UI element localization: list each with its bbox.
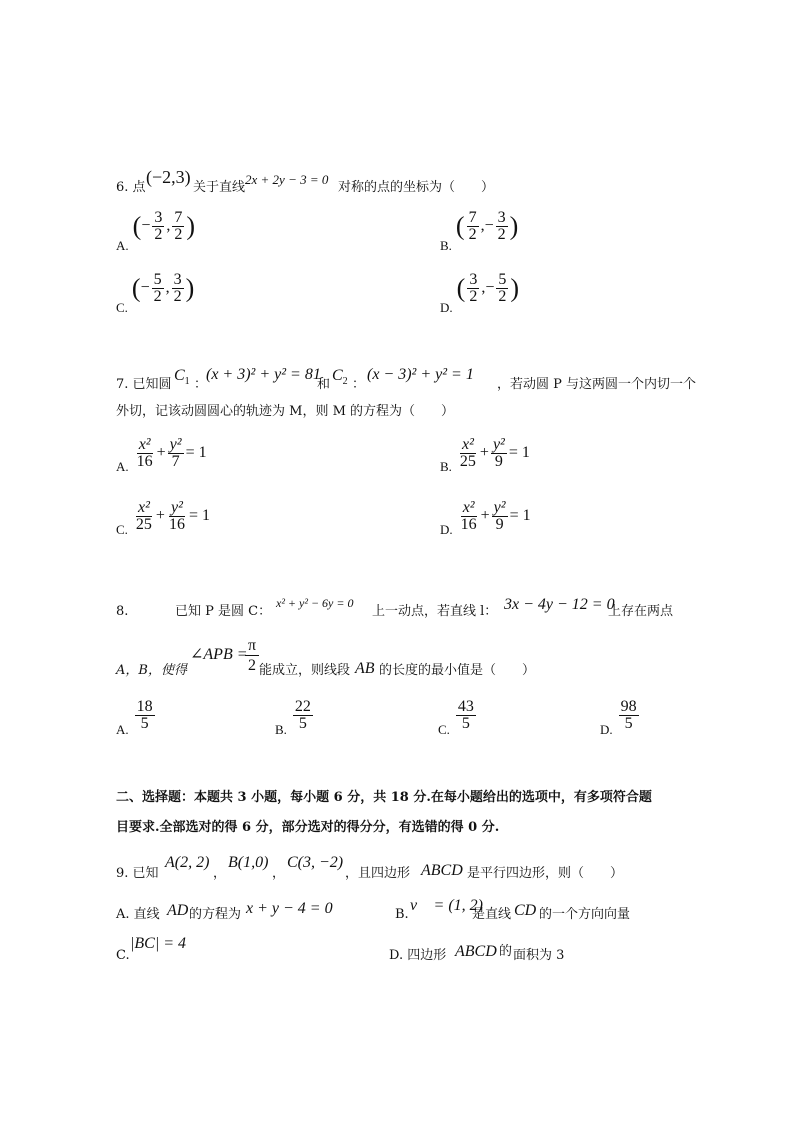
q7-c1: $C_1$	[174, 367, 190, 388]
paren-right: )	[186, 211, 196, 241]
q8-text5: 能成立，则线段	[259, 663, 351, 678]
frac-den: 9	[495, 516, 504, 533]
q7-c2: $C_2$	[332, 367, 348, 388]
paren-left: (	[132, 211, 142, 241]
q7-option-d-label: D.	[440, 522, 453, 538]
q9-option-a-ad: AD	[167, 902, 189, 919]
paren-right: )	[185, 273, 195, 303]
q7-text2: 外切，记该动圆圆心的轨迹为 M，则 M 的方程为（ ）	[116, 404, 455, 419]
q8-option-d-label: D.	[600, 722, 613, 738]
q8-option-b-label: B.	[275, 722, 287, 738]
q8-option-c[interactable]	[438, 698, 478, 738]
q9-option-b-label: B.	[395, 907, 409, 922]
frac-num: x²	[137, 499, 150, 516]
q8-option-b[interactable]	[275, 698, 315, 738]
q8-line-eq: 3x − 4y − 12 = 0	[504, 596, 615, 613]
q8-circle-eq: x² + y² − 6y = 0	[276, 596, 354, 610]
frac-num: 3	[469, 271, 478, 288]
q8-pi: π	[245, 637, 259, 656]
q7-option-b[interactable]: $_{B.}$ $\frac{\text{x²}}{25}$ + $\frac{\text{y²}}{9}$ = 1	[440, 436, 530, 475]
frac-num: 5	[153, 271, 162, 288]
q6-line-eq: 2x + 2y − 3 = 0	[245, 172, 329, 187]
q7-colon2: ：	[352, 377, 366, 392]
q8-option-a-label: A.	[116, 722, 129, 738]
q9-option-d-text1: 的	[499, 944, 513, 959]
q8-ab: AB	[355, 660, 375, 677]
q8-text3: 上存在两点	[608, 604, 674, 619]
frac-num: 3	[173, 271, 182, 288]
q9-option-b-vector: v⃗ = (1, 2)	[410, 897, 483, 914]
frac-num: 22	[294, 698, 311, 715]
paren-left: (	[455, 211, 465, 241]
q9-option-c-eq: |BC| = 4	[130, 935, 187, 952]
frac-den: 16	[168, 516, 185, 533]
frac-den: 16	[136, 453, 153, 470]
frac-den: 7	[171, 453, 180, 470]
paren-right: )	[509, 211, 519, 241]
frac-num: x²	[461, 436, 474, 453]
frac-den: 5	[140, 715, 149, 732]
q7-option-b-label: B.	[440, 459, 452, 475]
frac-den: 9	[494, 453, 503, 470]
section2-heading-line2: 目要求.全部选对的得 6 分，部分选对的得分分，有选错的得 0 分.	[116, 820, 500, 835]
q6-text1: 关于直线	[193, 180, 246, 195]
q9-option-b-text2: 的一个方向向量	[539, 907, 631, 922]
q8-text6: 的长度的最小值是（ ）	[379, 663, 536, 678]
frac-num: x²	[138, 436, 151, 453]
q7-option-c[interactable]: $_{C.}$ $\frac{\text{x²}}{25}$ + $\frac{\text{y²}}{16}$ = 1	[116, 499, 210, 538]
frac-den: 5	[624, 715, 633, 732]
frac-den: 5	[461, 715, 470, 732]
rhs: = 1	[185, 444, 207, 462]
q9-option-a-text: 的方程为	[189, 907, 242, 922]
q8-text4: A，B，使得	[116, 663, 187, 678]
frac-num: y²	[493, 499, 506, 516]
q9-option-b-text1: 是直线	[472, 907, 512, 922]
q6-option-c[interactable]: $_{C.}$ (− $\frac{5}{2}$ , $\frac{3}{2}$ )	[116, 271, 195, 316]
rhs: = 1	[188, 507, 210, 525]
paren-right: )	[510, 273, 520, 303]
q9-point-b: B(1,0)	[228, 854, 269, 871]
frac-num: y²	[169, 436, 182, 453]
q8-angle: ∠APB =	[190, 646, 248, 663]
q7-option-a-label: A.	[116, 459, 129, 475]
q7-eq1: (x + 3)² + y² = 81	[206, 366, 321, 383]
frac-num: 7	[468, 209, 477, 226]
q8-option-c-label: C.	[438, 722, 450, 738]
q7-number: 7. 已知圆	[116, 377, 172, 392]
q9-text1: ，且四边形	[345, 866, 411, 881]
section2-heading-line1: 二、选择题：本题共 3 小题，每小题 6 分，共 18 分.在每小题给出的选项中，有多项符合题	[116, 790, 652, 805]
q9-option-d-text2: 面积为 3	[513, 948, 565, 963]
paren-left: (	[456, 273, 466, 303]
q9-option-a-eq: x + y − 4 = 0	[246, 900, 333, 917]
frac-den: 2	[497, 226, 506, 243]
frac-den: 2	[173, 288, 182, 305]
frac-num: 3	[154, 209, 163, 226]
q7-option-c-label: C.	[116, 522, 128, 538]
q6-option-d-label: D.	[440, 300, 453, 316]
q6-option-b-label: B.	[440, 238, 452, 254]
q9-comma1: ，	[213, 866, 227, 881]
q6-option-a[interactable]: $_{A.}$ (− $\frac{3}{2}$ , $\frac{7}{2}$ )	[116, 209, 196, 254]
frac-num: y²	[171, 499, 183, 516]
frac-den: 5	[298, 715, 307, 732]
q9-number: 9. 已知	[116, 866, 159, 881]
q7-colon1: ：	[194, 377, 208, 392]
q6-text2: 对称的点的坐标为（ ）	[338, 180, 495, 195]
frac-den: 16	[460, 516, 477, 533]
paren-left: (	[131, 273, 141, 303]
q8-option-a[interactable]	[116, 698, 157, 738]
frac-den: 2	[174, 226, 183, 243]
q6-option-c-label: C.	[116, 300, 128, 316]
rhs: = 1	[509, 507, 531, 525]
q7-option-d[interactable]: $_{D.}$ $\frac{\text{x²}}{16}$ + $\frac{\text{y²}}{9}$ = 1	[440, 499, 531, 538]
frac-num: 5	[498, 271, 507, 288]
frac-num: y²	[492, 436, 505, 453]
q7-option-a[interactable]: $_{A.}$ $\frac{\text{x²}}{16}$ + $\frac{\text{y²}}{7}$ = 1	[116, 436, 207, 475]
q7-text1: ，若动圆 P 与这两圆一个内切一个	[497, 377, 697, 392]
frac-num: 18	[136, 698, 153, 715]
q6-point: (−2,3)	[146, 167, 191, 187]
q8-number: 8.	[116, 604, 129, 619]
frac-den: 2	[153, 288, 162, 305]
frac-num: 98	[620, 698, 637, 715]
frac-num: 3	[497, 209, 506, 226]
q9-point-a: A(2, 2)	[165, 854, 210, 871]
q8-text1: 已知 P 是圆 C：	[175, 604, 272, 619]
q9-option-d-label: D. 四边形	[389, 948, 447, 963]
frac-num: x²	[462, 499, 475, 516]
q9-text2: 是平行四边形，则（ ）	[467, 866, 624, 881]
frac-den: 2	[154, 226, 163, 243]
frac-den: 25	[459, 453, 476, 470]
q6-option-b[interactable]: $_{B.}$ ( $\frac{7}{2}$ ,− $\frac{3}{2}$ )	[440, 209, 519, 254]
q9-option-a-label: A. 直线	[116, 907, 160, 922]
q8-two: 2	[248, 657, 256, 674]
q7-and: 和	[317, 377, 331, 392]
q9-point-c: C(3, −2)	[287, 854, 344, 871]
frac-den: 2	[468, 226, 477, 243]
q6-option-a-label: A.	[116, 238, 129, 254]
q6-number: 6. 点	[116, 180, 146, 195]
q7-eq2: (x − 3)² + y² = 1	[367, 366, 474, 383]
frac-den: 2	[469, 288, 478, 305]
q8-option-d[interactable]	[600, 698, 641, 738]
q9-option-c-label: C.	[116, 948, 130, 963]
q9-option-b-cd: CD	[514, 902, 537, 919]
q9-abcd: ABCD	[421, 862, 463, 879]
frac-den: 2	[498, 288, 507, 305]
rhs: = 1	[508, 444, 530, 462]
frac-den: 25	[135, 516, 152, 533]
frac-num: 7	[174, 209, 183, 226]
frac-num: 43	[457, 698, 474, 715]
q9-comma2: ，	[272, 866, 286, 881]
q8-text2: 上一动点，若直线 l：	[372, 604, 498, 619]
q6-option-d[interactable]: $_{D.}$ ( $\frac{3}{2}$ ,− $\frac{5}{2}$ )	[440, 271, 520, 316]
q9-option-d-abcd: ABCD	[455, 943, 497, 960]
